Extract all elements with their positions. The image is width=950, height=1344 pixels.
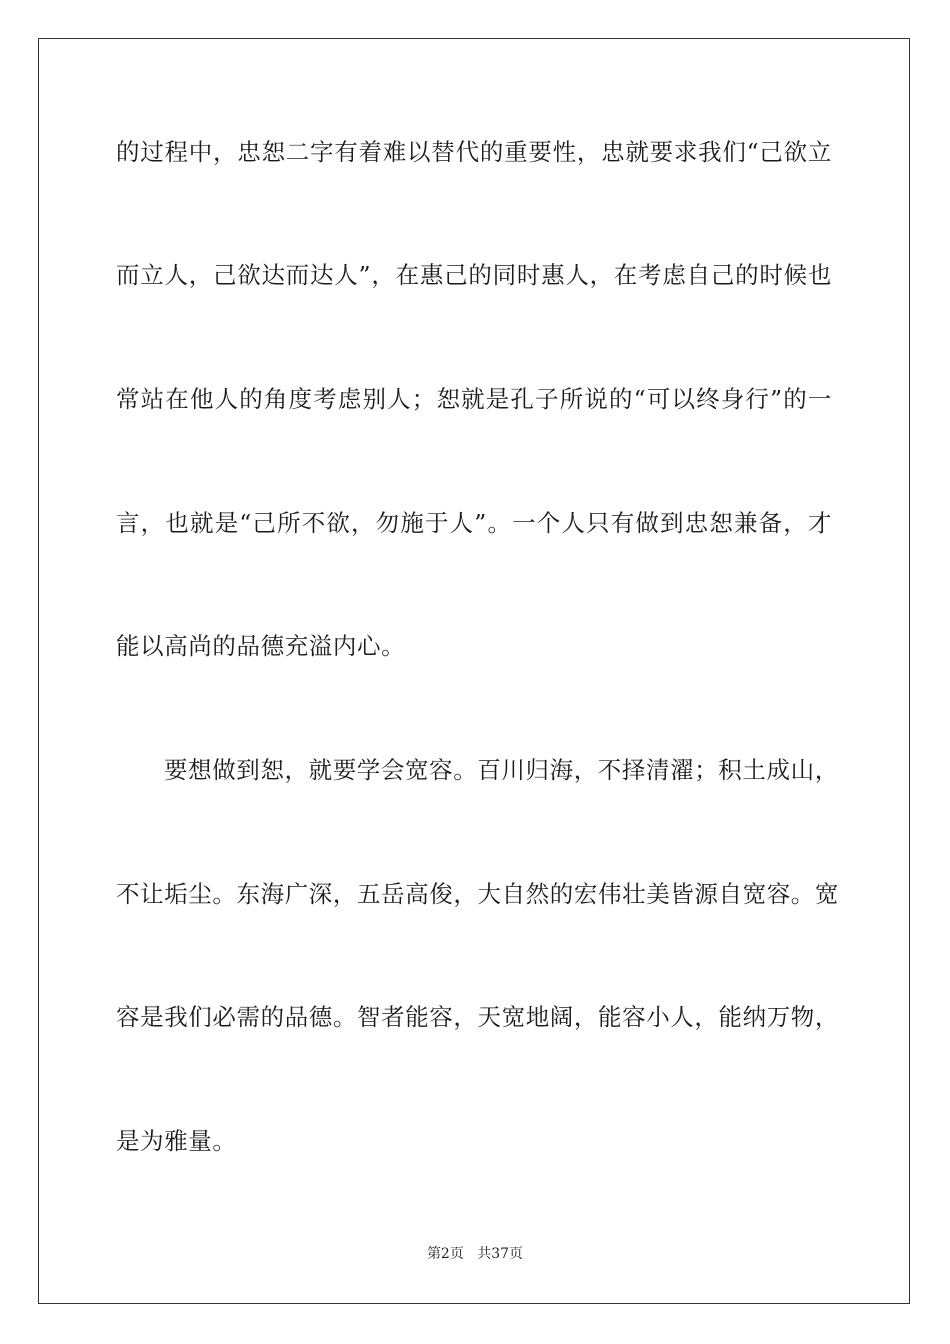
total-pages: 共37页 xyxy=(477,1246,524,1262)
text-line: 不让垢尘。东海广深，五岳高俊，大自然的宏伟壮美皆源自宽容。宽 xyxy=(116,880,839,908)
text-line: 言，也就是“己所不欲，勿施于人”。一个人只有做到忠恕兼备，才 xyxy=(116,509,832,537)
page-number: 第2页 xyxy=(426,1246,464,1262)
page-frame xyxy=(38,38,910,1304)
text-line: 容是我们必需的品德。智者能容，天宽地阔，能容小人，能纳万物， xyxy=(116,1003,839,1031)
text-line: 而立人，己欲达而达人”，在惠己的同时惠人，在考虑自己的时候也 xyxy=(116,261,832,289)
text-line: 的过程中，忠恕二字有着难以替代的重要性，忠就要求我们“己欲立 xyxy=(116,138,832,166)
page-footer xyxy=(0,1245,950,1263)
text-line: 是为雅量。 xyxy=(116,1127,237,1155)
text-line: 能以高尚的品德充溢内心。 xyxy=(116,632,406,660)
paragraph-first-line: 要想做到恕，就要学会宽容。百川归海，不择清濯；积土成山， xyxy=(164,756,839,784)
text-line: 常站在他人的角度考虑别人；恕就是孔子所说的“可以终身行”的一 xyxy=(116,385,832,413)
footer-spacer xyxy=(464,1246,477,1262)
